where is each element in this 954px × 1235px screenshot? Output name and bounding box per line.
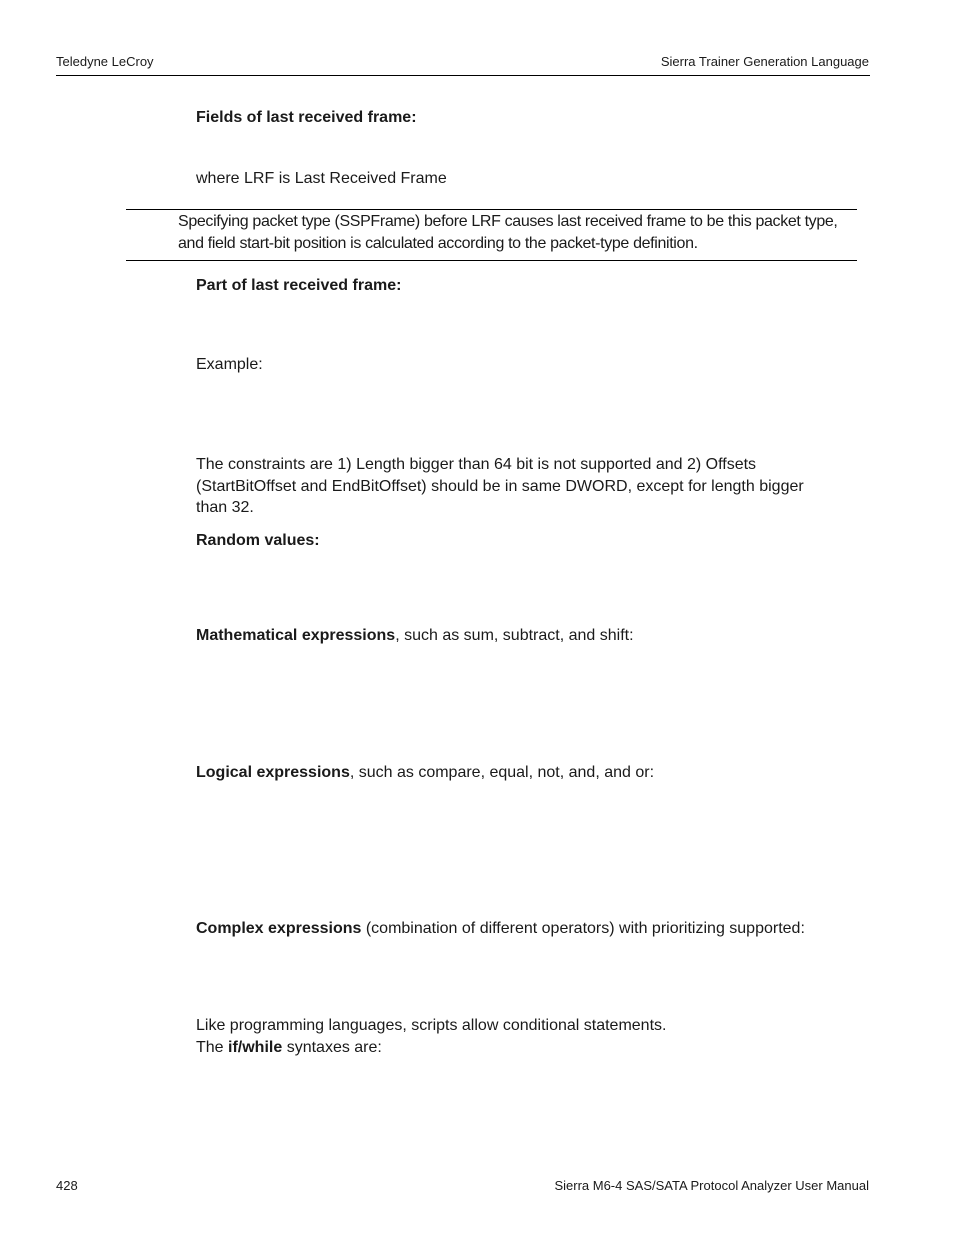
lrf-definition: where LRF is Last Received Frame bbox=[196, 170, 447, 187]
header-rule bbox=[56, 75, 870, 76]
footer-manual-title: Sierra M6-4 SAS/SATA Protocol Analyzer User Manual bbox=[554, 1178, 869, 1193]
note-top-rule bbox=[126, 209, 857, 210]
header-title: Sierra Trainer Generation Language bbox=[660, 54, 869, 69]
syntax-line: The if/while syntaxes are: bbox=[196, 1039, 382, 1056]
note-bottom-rule bbox=[126, 260, 857, 261]
note-line-2: and field start-bit position is calculated according to the packet-type definition. bbox=[178, 235, 698, 252]
part-heading: Part of last received frame: bbox=[196, 277, 402, 294]
complex-expressions-line: Complex expressions (combination of different operators) with prioritizing supported: bbox=[196, 920, 805, 937]
random-heading: Random values: bbox=[196, 532, 320, 549]
constraints-line-2: (StartBitOffset and EndBitOffset) should be in same DWORD, except for length bigger bbox=[196, 478, 804, 495]
conditional-line: Like programming languages, scripts allow conditional statements. bbox=[196, 1017, 667, 1034]
example-label: Example: bbox=[196, 356, 263, 373]
math-expressions-line: Mathematical expressions, such as sum, subtract, and shift: bbox=[196, 627, 634, 644]
constraints-line-3: than 32. bbox=[196, 499, 254, 516]
constraints-line-1: The constraints are 1) Length bigger than 64 bit is not supported and 2) Offsets bbox=[196, 456, 757, 473]
header-company: Teledyne LeCroy bbox=[56, 54, 154, 69]
note-line-1: Specifying packet type (SSPFrame) before LRF causes last received frame to be this packet type, bbox=[178, 213, 838, 230]
footer-page-number: 428 bbox=[56, 1178, 78, 1193]
logical-expressions-line: Logical expressions, such as compare, equal, not, and, and or: bbox=[196, 764, 655, 781]
fields-heading: Fields of last received frame: bbox=[196, 109, 417, 126]
